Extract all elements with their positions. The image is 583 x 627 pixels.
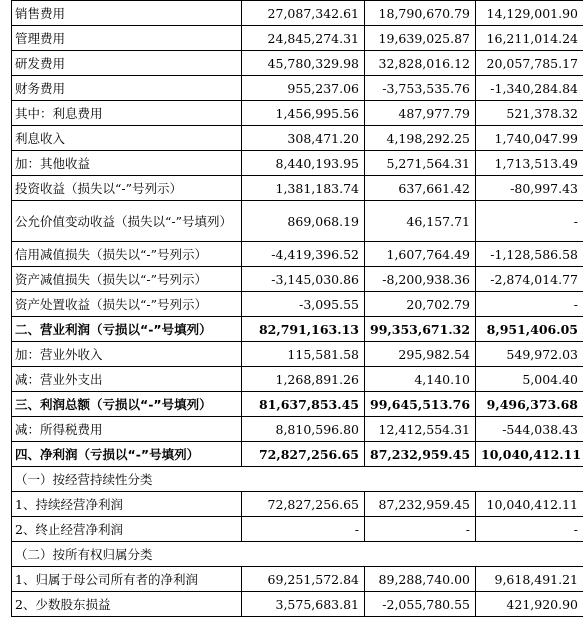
value-cell: 72,827,256.65 [242, 442, 365, 467]
value-cell: 46,157.71 [365, 201, 476, 242]
value-cell: 87,232,959.45 [365, 492, 476, 517]
table-row [12, 201, 583, 242]
row-label: 资产处置收益（损失以“-”号列示） [12, 292, 242, 317]
value-cell: 99,353,671.32 [365, 317, 476, 342]
value-cell: 9,618,491.21 [476, 567, 583, 592]
value-cell: 5,271,564.31 [365, 151, 476, 176]
value-cell: 8,440,193.95 [242, 151, 365, 176]
value-cell: 1,381,183.74 [242, 176, 365, 201]
row-label: 减：营业外支出 [12, 367, 242, 392]
value-cell: - [242, 517, 365, 542]
value-cell: -1,340,284.84 [476, 76, 583, 101]
value-cell: 9,496,373.68 [476, 392, 583, 417]
table-row [12, 76, 583, 101]
table-row [12, 101, 583, 126]
value-cell: 308,471.20 [242, 126, 365, 151]
value-cell: 81,637,853.45 [242, 392, 365, 417]
row-label: 三、利润总额（亏损以“-”号填列） [12, 392, 242, 417]
section-row [12, 467, 583, 492]
income-statement-table [11, 0, 583, 617]
value-cell: 8,810,596.80 [242, 417, 365, 442]
value-cell: 549,972.03 [476, 342, 583, 367]
value-cell: 955,237.06 [242, 76, 365, 101]
value-cell: 1,607,764.49 [365, 242, 476, 267]
value-cell: 72,827,256.65 [242, 492, 365, 517]
row-label: 信用减值损失（损失以“-”号列示） [12, 242, 242, 267]
value-cell: 20,057,785.17 [476, 51, 583, 76]
value-cell: 99,645,513.76 [365, 392, 476, 417]
value-cell: 3,575,683.81 [242, 592, 365, 617]
table-row [12, 126, 583, 151]
section-row [12, 542, 583, 567]
row-label: 加：营业外收入 [12, 342, 242, 367]
value-cell: 32,828,016.12 [365, 51, 476, 76]
value-cell: 19,639,025.87 [365, 26, 476, 51]
value-cell: 115,581.58 [242, 342, 365, 367]
row-label: 销售费用 [12, 1, 242, 26]
value-cell: -2,874,014.77 [476, 267, 583, 292]
row-label: 2、少数股东损益 [12, 592, 242, 617]
row-label: 1、持续经营净利润 [12, 492, 242, 517]
value-cell: 45,780,329.98 [242, 51, 365, 76]
table-row [12, 1, 583, 26]
row-label: 研发费用 [12, 51, 242, 76]
value-cell: -3,145,030.86 [242, 267, 365, 292]
value-cell: -80,997.43 [476, 176, 583, 201]
table-row [12, 442, 583, 467]
value-cell: 16,211,014.24 [476, 26, 583, 51]
value-cell: -544,038.43 [476, 417, 583, 442]
row-label: 其中：利息费用 [12, 101, 242, 126]
value-cell: - [476, 201, 583, 242]
table-row [12, 417, 583, 442]
value-cell: - [476, 292, 583, 317]
value-cell: 82,791,163.13 [242, 317, 365, 342]
value-cell: 12,412,554.31 [365, 417, 476, 442]
row-label: 公允价值变动收益（损失以“-”号填列） [12, 201, 242, 242]
table-row [12, 151, 583, 176]
row-label: 资产减值损失（损失以“-”号列示） [12, 267, 242, 292]
value-cell: 24,845,274.31 [242, 26, 365, 51]
value-cell: 89,288,740.00 [365, 567, 476, 592]
value-cell: 1,456,995.56 [242, 101, 365, 126]
table-row [12, 592, 583, 617]
table-row [12, 267, 583, 292]
value-cell: 487,977.79 [365, 101, 476, 126]
value-cell: 521,378.32 [476, 101, 583, 126]
table-row [12, 342, 583, 367]
row-label: 管理费用 [12, 26, 242, 51]
row-label: 利息收入 [12, 126, 242, 151]
value-cell: 1,740,047.99 [476, 126, 583, 151]
value-cell: 18,790,670.79 [365, 1, 476, 26]
value-cell: 27,087,342.61 [242, 1, 365, 26]
table-row [12, 567, 583, 592]
row-label: 加：其他收益 [12, 151, 242, 176]
value-cell: -3,753,535.76 [365, 76, 476, 101]
value-cell: -1,128,586.58 [476, 242, 583, 267]
value-cell: 637,661.42 [365, 176, 476, 201]
value-cell: 4,198,292.25 [365, 126, 476, 151]
row-label: 二、营业利润（亏损以“-”号填列） [12, 317, 242, 342]
table-row [12, 492, 583, 517]
table-row [12, 367, 583, 392]
section-label: （二）按所有权归属分类 [12, 542, 583, 567]
table-row [12, 292, 583, 317]
row-label: 四、净利润（亏损以“-”号填列） [12, 442, 242, 467]
table-row [12, 317, 583, 342]
value-cell: 8,951,406.05 [476, 317, 583, 342]
table-row [12, 242, 583, 267]
value-cell: 1,713,513.49 [476, 151, 583, 176]
value-cell: -4,419,396.52 [242, 242, 365, 267]
table-row [12, 392, 583, 417]
value-cell: 5,004.40 [476, 367, 583, 392]
value-cell: 10,040,412.11 [476, 442, 583, 467]
section-label: （一）按经营持续性分类 [12, 467, 583, 492]
table-row [12, 176, 583, 201]
row-label: 投资收益（损失以“-”号列示） [12, 176, 242, 201]
table-row [12, 51, 583, 76]
value-cell: - [476, 517, 583, 542]
value-cell: 421,920.90 [476, 592, 583, 617]
value-cell: 295,982.54 [365, 342, 476, 367]
row-label: 减：所得税费用 [12, 417, 242, 442]
value-cell: 10,040,412.11 [476, 492, 583, 517]
value-cell: 20,702.79 [365, 292, 476, 317]
row-label: 财务费用 [12, 76, 242, 101]
value-cell: 87,232,959.45 [365, 442, 476, 467]
value-cell: 14,129,001.90 [476, 1, 583, 26]
value-cell: - [365, 517, 476, 542]
value-cell: 869,068.19 [242, 201, 365, 242]
row-label: 2、终止经营净利润 [12, 517, 242, 542]
value-cell: 4,140.10 [365, 367, 476, 392]
table-row [12, 517, 583, 542]
row-label: 1、归属于母公司所有者的净利润 [12, 567, 242, 592]
value-cell: -2,055,780.55 [365, 592, 476, 617]
value-cell: -3,095.55 [242, 292, 365, 317]
value-cell: 1,268,891.26 [242, 367, 365, 392]
table-row [12, 26, 583, 51]
value-cell: 69,251,572.84 [242, 567, 365, 592]
value-cell: -8,200,938.36 [365, 267, 476, 292]
